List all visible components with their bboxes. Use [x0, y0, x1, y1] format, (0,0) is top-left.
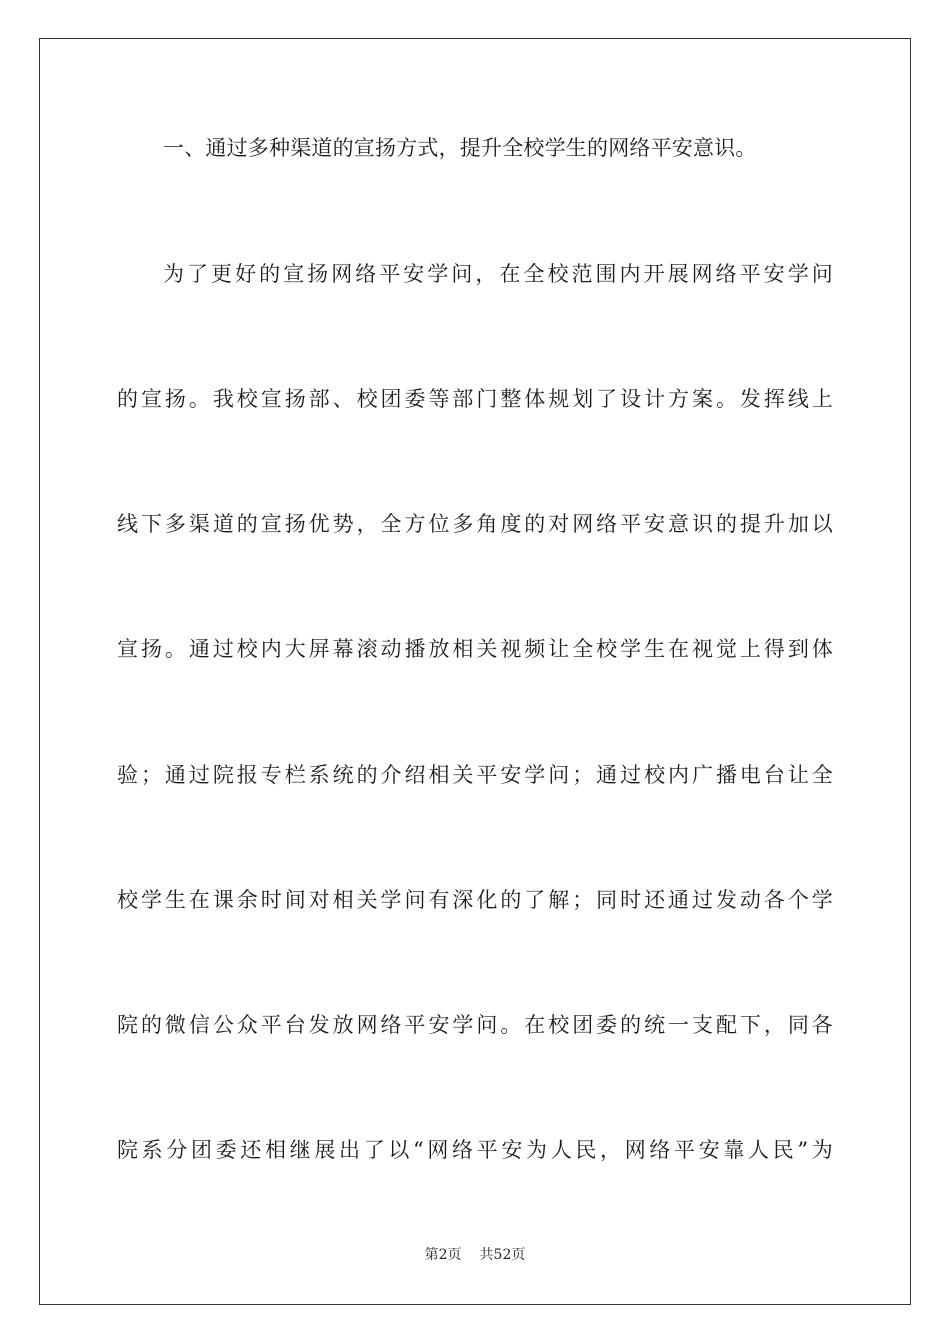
paragraph-line: 线下多渠道的宣扬优势，全方位多角度的对网络平安意识的提升加以	[117, 512, 833, 536]
paragraph-line: 的宣扬。我校宣扬部、校团委等部门整体规划了设计方案。发挥线上	[117, 387, 833, 411]
paragraph-line: 院的微信公众平台发放网络平安学问。在校团委的统一支配下，同各	[117, 1013, 833, 1037]
paragraph-line: 宣扬。通过校内大屏幕滚动播放相关视频让全校学生在视觉上得到体	[117, 637, 833, 661]
page-footer	[0, 1246, 950, 1264]
page-border	[39, 38, 911, 1305]
paragraph-line: 院系分团委还相继展出了以“网络平安为人民，网络平安靠人民”为	[117, 1138, 833, 1162]
paragraph-line: 验；通过院报专栏系统的介绍相关平安学问；通过校内广播电台让全	[117, 763, 833, 787]
page-number: 第2页	[424, 1247, 462, 1263]
page-total: 共52页	[479, 1247, 526, 1263]
paragraph-line: 校学生在课余时间对相关学问有深化的了解；同时还通过发动各个学	[117, 888, 833, 912]
paragraph-line: 为了更好的宣扬网络平安学问，在全校范围内开展网络平安学问	[163, 262, 833, 286]
heading-line: 一、通过多种渠道的宣扬方式，提升全校学生的网络平安意识。	[163, 136, 757, 160]
